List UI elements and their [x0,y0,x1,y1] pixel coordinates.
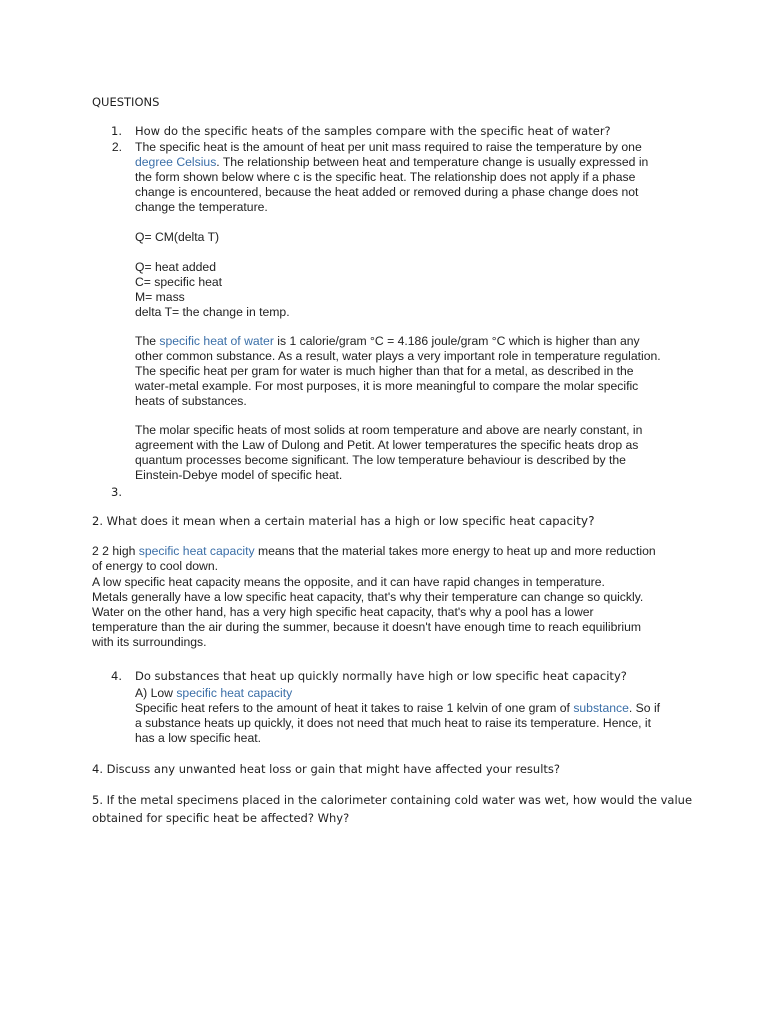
s2-line4: Metals generally have a low specific heat capacity, that's why their temperature can change so quickly. [92,590,644,604]
specific-heat-capacity-link-2[interactable]: specific heat capacity [176,686,293,700]
definition-m: M= mass [135,290,185,304]
q2-number: 2. [111,140,122,154]
definition-delta-t: delta T= the change in temp. [135,305,290,319]
s2-line5: Water on the other hand, has a very high specific heat capacity, that's why a pool has a lower [92,605,594,619]
q4-answer [135,686,660,746]
q2-paragraph-3 [135,423,642,483]
q4-number: 4. [111,669,122,683]
q2-p2-line1: The specific heat of water is 1 calorie/gram °C = 4.186 joule/gram °C which is higher than any [135,334,640,348]
q2-p2-line4: water-metal example. For most purposes, it is more meaningful to compare the molar specific [135,379,639,393]
q2-p3-line4: Einstein-Debye model of specific heat. [135,468,343,482]
degree-celsius-link[interactable]: degree Celsius [135,155,217,169]
q1-text: How do the specific heats of the samples compare with the specific heat of water? [135,124,611,138]
s2-line7: with its surroundings. [92,635,207,649]
q2-p2-line2: other common substance. As a result, water plays a very important role in temperature regulation. [135,349,661,363]
q4-b-line3: has a low specific heat. [135,731,262,745]
definition-c: C= specific heat [135,275,223,289]
formula: Q= CM(delta T) [135,230,220,244]
q2-p1-line3: the form shown below where c is the specific heat. The relationship does not apply if a phase [135,170,636,184]
q2-p3-line1: The molar specific heats of most solids at room temperature and above are nearly constant, in [135,423,643,437]
q2-p2-line3: The specific heat per gram for water is much higher than that for a metal, as described in the [135,364,634,378]
s5-line1: 5. If the metal specimens placed in the calorimeter containing cold water was wet, how would the value [92,793,693,807]
q1-number: 1. [111,124,122,138]
q2-p2-line5: heats of substances. [135,394,247,408]
specific-heat-of-water-link[interactable]: specific heat of water [159,334,274,348]
q2-paragraph-2 [135,334,661,409]
section-4-question: 4. Discuss any unwanted heat loss or gain that might have affected your results? [92,762,561,776]
substance-link[interactable]: substance [573,701,629,715]
s2-line3: A low specific heat capacity means the opposite, and it can have rapid changes in temperature. [92,575,605,589]
section-5-question [92,791,692,827]
q2-p3-line2: agreement with the Law of Dulong and Petit. At lower temperatures the specific heats drop as [135,438,639,452]
q2-p3-line3: quantum processes become significant. The low temperature behaviour is described by the [135,453,626,467]
section-2-title: 2. What does it mean when a certain material has a high or low specific heat capacity? [92,514,595,528]
s2-line1: 2 2 high specific heat capacity means that the material takes more energy to heat up and more reduction [92,544,656,558]
q2-p1-line2: degree Celsius. The relationship between heat and temperature change is usually expressed in [135,155,649,169]
q2-p1-line5: change the temperature. [135,200,268,214]
s2-line6: temperature than the air during the summer, because it doesn't have enough time to reach equilibrium [92,620,642,634]
q4-b-line2: a substance heats up quickly, it does not need that much heat to raise its temperature. Hence, it [135,716,652,730]
q2-p1-line1: The specific heat is the amount of heat per unit mass required to raise the temperature by one [135,140,642,154]
definition-q: Q= heat added [135,260,216,274]
section-2-answer [92,544,656,650]
q2-p1-line4: change is encountered, because the heat added or removed during a phase change does not [135,185,639,199]
q3-number: 3. [111,485,122,499]
q4-b-line1: Specific heat refers to the amount of heat it takes to raise 1 kelvin of one gram of substance. So if [135,701,661,715]
q4-a-line: A) Low specific heat capacity [135,686,293,700]
specific-heat-capacity-link[interactable]: specific heat capacity [138,544,255,558]
s2-line2: of energy to cool down. [92,559,219,573]
q4-text: Do substances that heat up quickly normally have high or low specific heat capacity? [135,669,627,683]
questions-heading: QUESTIONS [92,95,160,109]
s5-line2: obtained for specific heat be affected? Why? [92,811,350,825]
definitions [135,260,290,320]
q2-paragraph-1 [135,140,648,215]
